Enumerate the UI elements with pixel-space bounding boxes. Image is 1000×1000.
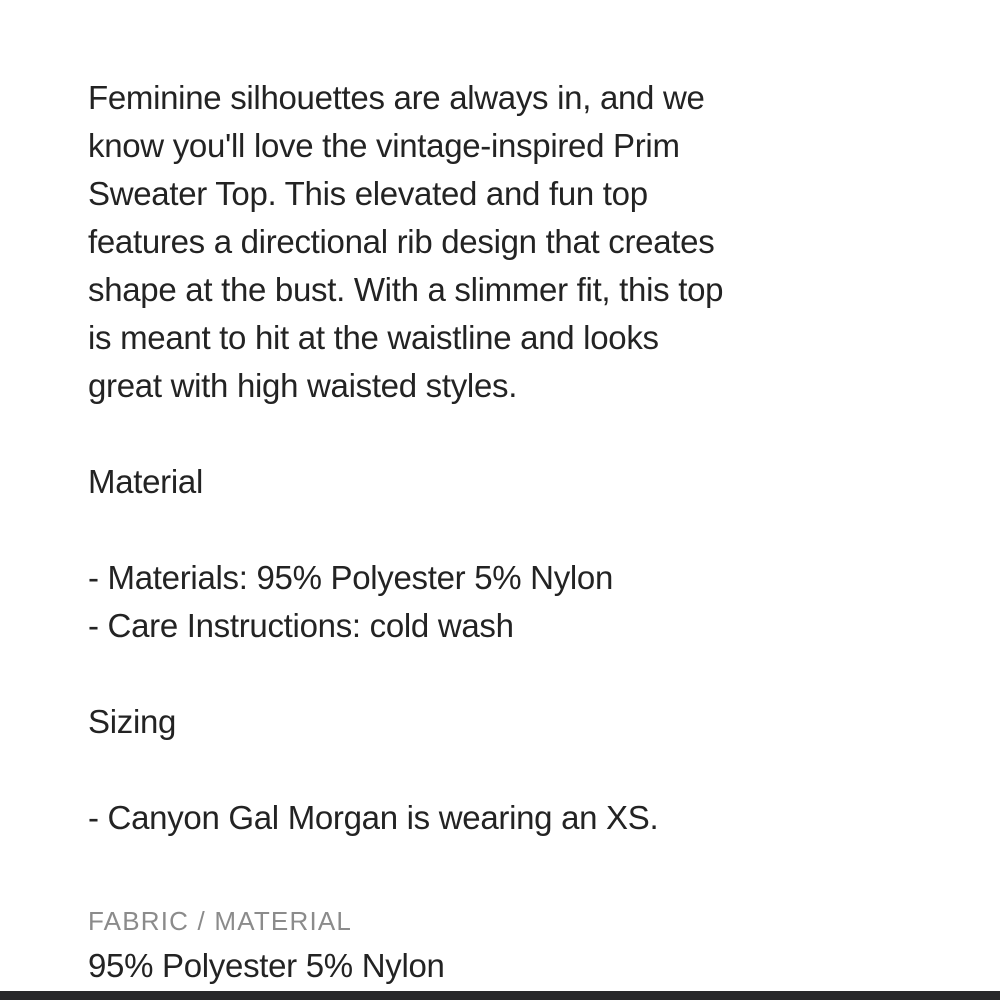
material-heading: Material [88, 463, 203, 500]
description-line: know you'll love the vintage-inspired Prim [88, 127, 680, 164]
description-line: is meant to hit at the waistline and looks [88, 319, 659, 356]
fabric-spec-label: FABRIC / MATERIAL [88, 906, 353, 936]
sizing-list-item: - Canyon Gal Morgan is wearing an XS. [88, 799, 659, 836]
fabric-spec [88, 904, 960, 988]
description-line: Feminine silhouettes are always in, and we [88, 79, 705, 116]
product-description-panel [88, 74, 960, 988]
description-line: features a directional rib design that creates [88, 223, 715, 260]
bottom-section-edge [0, 991, 1000, 1000]
material-list-item: - Materials: 95% Polyester 5% Nylon [88, 559, 614, 596]
material-list-item: - Care Instructions: cold wash [88, 607, 514, 644]
sizing-heading: Sizing [88, 703, 177, 740]
description-line: great with high waisted styles. [88, 367, 518, 404]
material-list [88, 554, 960, 650]
product-description-paragraph [88, 74, 960, 410]
sizing-list [88, 794, 960, 842]
description-line: shape at the bust. With a slimmer fit, this top [88, 271, 724, 308]
description-line: Sweater Top. This elevated and fun top [88, 175, 648, 212]
fabric-spec-value: 95% Polyester 5% Nylon [88, 947, 445, 984]
